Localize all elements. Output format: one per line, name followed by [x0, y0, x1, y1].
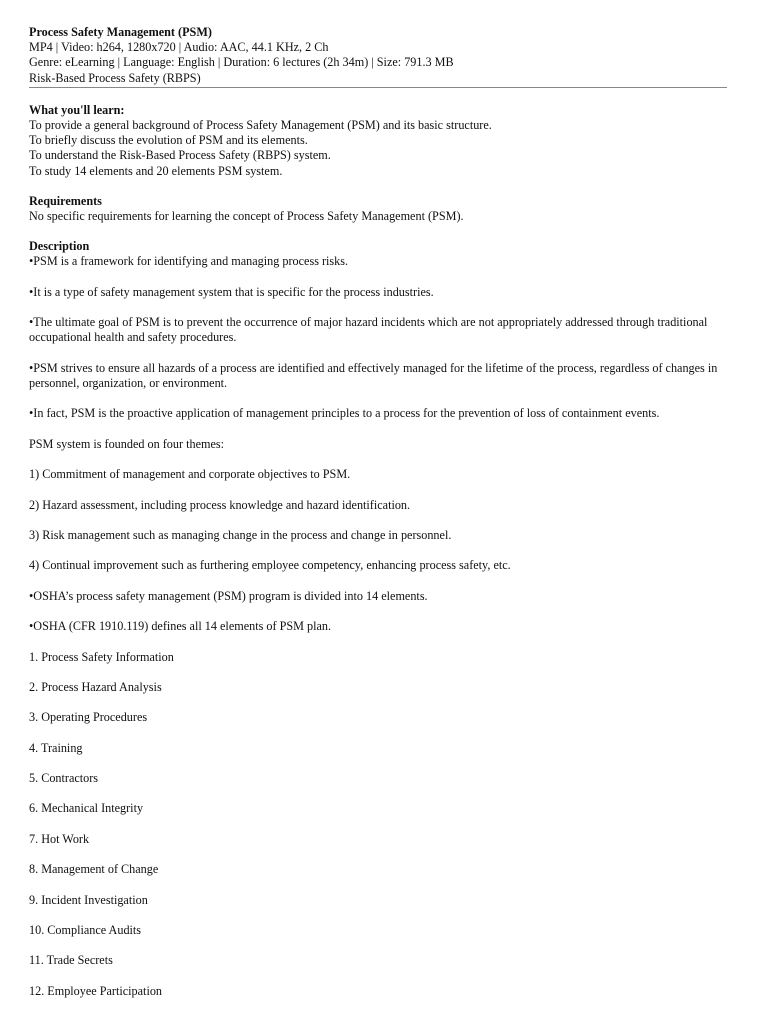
psm-element-item: 12. Employee Participation	[29, 983, 163, 998]
themes-intro: PSM system is founded on four themes:	[29, 436, 224, 451]
document-title: Process Safety Management (PSM)	[29, 25, 212, 39]
learn-heading: What you'll learn:	[29, 102, 125, 117]
psm-element-item: 5. Contractors	[29, 771, 99, 786]
description-paragraph: •The ultimate goal of PSM is to prevent the occurrence of major hazard incidents which are not appropriately addressed through traditional occupational health and safety procedures.	[29, 315, 708, 345]
psm-element-item: 2. Process Hazard Analysis	[29, 679, 162, 694]
theme-item: 2) Hazard assessment, including process knowledge and hazard identification.	[29, 497, 411, 512]
description-paragraph: •PSM strives to ensure all hazards of a process are identified and effectively managed for the lifetime of the process, regardless of changes in personnel, organization, or environment.	[29, 360, 718, 391]
learn-section	[29, 103, 729, 179]
description-paragraph: •OSHA (CFR 1910.119) defines all 14 elements of PSM plan.	[29, 619, 332, 634]
genre-info-line: Genre: eLearning | Language: English | Duration: 6 lectures (2h 34m) | Size: 791.3 MB	[29, 55, 454, 70]
psm-element-item: 9. Incident Investigation	[29, 892, 148, 907]
psm-element-item: 1. Process Safety Information	[29, 649, 174, 664]
theme-item: 4) Continual improvement such as furthering employee competency, enhancing process safety, etc.	[29, 558, 511, 573]
description-body	[29, 254, 729, 999]
theme-item: 1) Commitment of management and corporate objectives to PSM.	[29, 467, 351, 482]
description-paragraph: •It is a type of safety management system that is specific for the process industries.	[29, 284, 434, 299]
media-info-line: MP4 | Video: h264, 1280x720 | Audio: AAC, 44.1 KHz, 2 Ch	[29, 40, 329, 55]
psm-element-item: 7. Hot Work	[29, 831, 90, 846]
description-section	[29, 239, 729, 999]
header-block	[29, 25, 729, 88]
description-paragraph: •In fact, PSM is the proactive application of management principles to a process for the prevention of loss of containment events.	[29, 406, 660, 421]
theme-item: 3) Risk management such as managing change in the process and change in personnel.	[29, 527, 452, 542]
description-paragraph: •OSHA’s process safety management (PSM) program is divided into 14 elements.	[29, 588, 428, 603]
psm-element-item: 11. Trade Secrets	[29, 953, 113, 968]
requirements-heading: Requirements	[29, 193, 102, 208]
requirements-text: No specific requirements for learning the concept of Process Safety Management (PSM).	[29, 209, 464, 224]
psm-element-item: 3. Operating Procedures	[29, 710, 148, 725]
psm-element-item: 8. Management of Change	[29, 862, 159, 877]
description-heading: Description	[29, 239, 90, 254]
subtitle-line: Risk-Based Process Safety (RBPS)	[29, 70, 201, 85]
document-page	[29, 25, 729, 999]
header-divider	[29, 87, 727, 88]
description-paragraph: •PSM is a framework for identifying and managing process risks.	[29, 254, 349, 269]
learn-item: To study 14 elements and 20 elements PSM system.	[29, 163, 283, 178]
learn-item: To understand the Risk-Based Process Safety (RBPS) system.	[29, 148, 331, 163]
requirements-section	[29, 194, 729, 224]
learn-item: To briefly discuss the evolution of PSM and its elements.	[29, 133, 308, 148]
psm-element-item: 10. Compliance Audits	[29, 923, 142, 938]
learn-item: To provide a general background of Process Safety Management (PSM) and its basic structure.	[29, 118, 492, 133]
psm-element-item: 4. Training	[29, 740, 83, 755]
psm-element-item: 6. Mechanical Integrity	[29, 801, 144, 816]
